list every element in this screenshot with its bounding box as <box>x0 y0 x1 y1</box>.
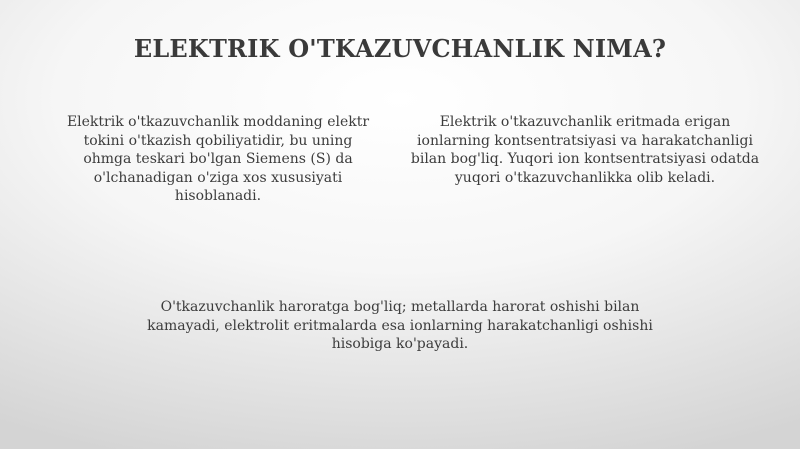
paragraph-ion-concentration: Elektrik o'tkazuvchanlik eritmada erigan ionlarning kontsentratsiyasi va harakatchanligi bilan bog'liq. Yuqori ion kontsentratsiyasi odatda yuqori o'tkazuvchanlikka olib keladi. <box>410 114 760 186</box>
slide-title: ELEKTRIK O'TKAZUVCHANLIK NIMA? <box>133 34 667 63</box>
paragraph-temperature-dependence: O'tkazuvchanlik haroratga bog'liq; metallarda harorat oshishi bilan kamayadi, elektrolit eritmalarda esa ionlarning harakatchanligi oshishi hisobiga ko'payadi. <box>147 299 653 352</box>
paragraph-definition: Elektrik o'tkazuvchanlik moddaning elektr tokini o'tkazish qobiliyatidir, bu uning ohmga teskari bo'lgan Siemens (S) da o'lchanadigan o'ziga xos xususiyati hisoblanadi. <box>66 114 370 204</box>
